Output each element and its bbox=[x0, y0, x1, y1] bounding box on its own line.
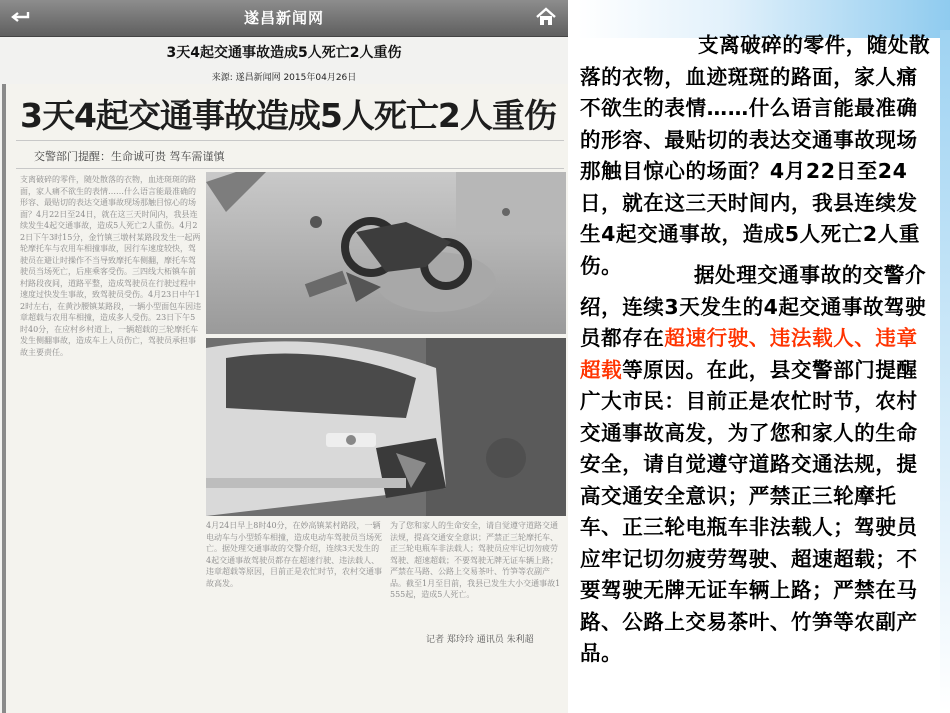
paragraph-text: 等原因。在此，县交警部门提醒广大市民：目前正是农忙时节，农村交通事故高发，为了您和家人的生命安全，请自觉遵守道路交通法规，提高交通安全意识；严禁正三轮摩托车、正三轮电瓶车非法载人；驾驶员应牢记切勿疲劳驾驶、超速超载；不要驾驶无牌无证车辆上路；严禁在马路、公路上交易茶叶、竹笋等农副产品。 bbox=[580, 357, 918, 665]
clipping-subhead: 交警部门提醒：生命诚可贵 驾车需谨慎 bbox=[34, 150, 225, 163]
app-title: 遂昌新闻网 bbox=[243, 9, 324, 27]
divider bbox=[16, 168, 564, 169]
clipping-text-column-2: 4月24日早上8时40分，在妙高镇某村路段，一辆电动车与小型轿车相撞，造成电动车驾驶员当场死亡。据处理交通事故的交警介绍，连续3天发生的4起交通事故驾驶员都存在超速行驶、违法载人、违章超载等原因，目前正是农忙时节，农村交通事故高发。 bbox=[206, 521, 382, 588]
app-header-bar bbox=[0, 0, 568, 37]
clipping-byline: 记者 郑玲玲 通讯员 朱利超 bbox=[426, 635, 534, 645]
divider bbox=[16, 140, 564, 141]
slide-paragraph-2 bbox=[580, 260, 938, 670]
article-meta: 来源: 遂昌新闻网 2015年04月26日 bbox=[211, 73, 357, 83]
newspaper-clipping bbox=[2, 84, 568, 713]
slide-paragraph-1: 支离破碎的零件，随处散落的衣物，血迹斑斑的路面，家人痛不欲生的表情……什么语言能最准确的形容、最贴切的表达交通事故现场那触目惊心的场面？4月22日至24日，就在这三天时间内，我县连续发生4起交通事故，造成5人死亡2人重伤。 bbox=[580, 33, 931, 278]
clipping-text-column-3: 为了您和家人的生命安全，请自觉遵守道路交通法规，提高交通安全意识；严禁正三轮摩托车、正三轮电瓶车非法载人；驾驶员应牢记切勿疲劳驾驶、超速超载；不要驾驶无牌无证车辆上路；严禁在马路、公路上交易茶叶、竹笋等农副产品。截至1月至目前，我县已发生大小交通事故1555起，造成5人死亡。 bbox=[390, 521, 561, 599]
highlighted-causes: 超速行驶、违法载人、违章超载 bbox=[580, 326, 918, 382]
slide-side-strip bbox=[940, 30, 950, 713]
clipping-headline: 3天4起交通事故造成5人死亡2人重伤 bbox=[20, 96, 556, 134]
article-title: 3天4起交通事故造成5人死亡2人重伤 bbox=[166, 45, 402, 61]
clipping-text-column-1: 支离破碎的零件，随处散落的衣物，血迹斑斑的路面，家人痛不欲生的表情……什么语言能最准确的形容、最贴切的表达交通事故现场那触目惊心的场面？4月22日至24日，就在这三天时间内，我县连续发生4起交通事故，造成5人死亡2人重伤。4月22日下午3时15分，金竹镇三墩村某路段发生一起两轮摩托车与农用车相撞事故，因行车速度较快，驾驶员在避让时操作不当导致摩托车侧翻，摩托车驾驶员当场死亡，后座乘客受伤。三四线大柘镇车前村路段夜间，道路平整，造成驾驶员在行驶过程中速度过快发生事故，致驾驶员受伤。4月23日中午12时左右，在黄沙腰镇某路段，一辆小型面包车因违章超载与农用车相撞，造成多人受伤。23日下午5时40分，在应村乡村道上，一辆超载的三轮摩托车发生侧翻事故，造成车上人员伤亡，驾驶员承担事故主要责任。 bbox=[20, 175, 202, 357]
damaged-van-photo bbox=[206, 338, 566, 516]
crashed-motorcycle-photo bbox=[206, 172, 566, 334]
home-icon[interactable] bbox=[534, 5, 558, 29]
paragraph-text: 据处理交通事故的交警介绍，连续3天发生的4起交通事故驾驶员都存在 bbox=[580, 263, 927, 350]
